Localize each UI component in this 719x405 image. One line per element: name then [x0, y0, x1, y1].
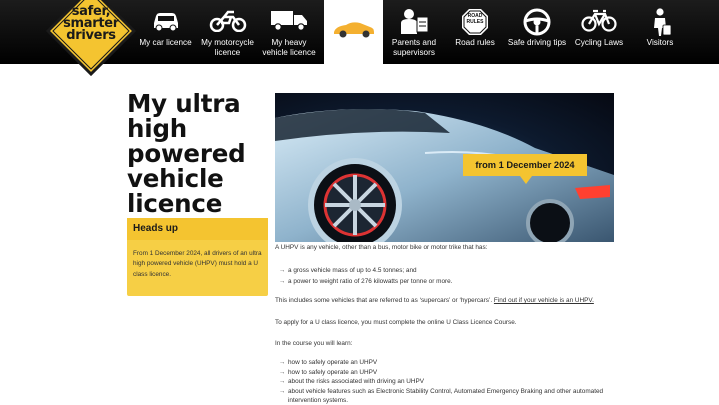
nav-my-motorcycle-licence[interactable] — [199, 0, 256, 64]
top-navigation — [0, 0, 719, 64]
nav-my-heavy-vehicle-licence[interactable] — [259, 0, 319, 64]
page-title: My ultra high powered vehicle licence — [127, 89, 246, 218]
apply-paragraph: To apply for a U class licence, you must complete the online U Class Licence Course. — [275, 319, 517, 326]
nav-cycling-laws[interactable] — [572, 0, 626, 64]
uhpv-definition: A UHPV is any vehicle, other than a bus, motor bike or motor trike that has: — [275, 244, 488, 251]
visitor-icon — [647, 8, 673, 36]
steering-wheel-icon — [523, 8, 551, 36]
callout-heading: Heads up — [127, 218, 268, 240]
supercars-text: This includes some vehicles that are referred to as ‘supercars’ or ‘hypercars’. — [275, 297, 493, 304]
heads-up-callout — [127, 218, 268, 296]
criteria-item: → a gross vehicle mass of up to 4.5 tonnes; and — [279, 267, 417, 274]
truck-icon — [269, 8, 309, 32]
uhpv-check-link[interactable]: Find out if your vehicle is an UHPV. — [493, 297, 594, 304]
learn-item: → about vehicle features such as Electronic Stability Control, Automated Emergency Braking and other automated intervention systems. — [279, 388, 604, 404]
nav-label: Parents and supervisors — [391, 38, 437, 57]
road-rules-badge-text: ROAD RULES — [466, 13, 484, 25]
nav-visitors[interactable] — [632, 0, 688, 64]
callout-body: From 1 December 2024, all drivers of an ultra high powered vehicle (UHPV) must hold a U class licence. — [133, 250, 262, 278]
arrow-right-icon: → — [279, 267, 286, 274]
learn-item: → how to safely operate an UHPV — [279, 369, 378, 376]
supercars-paragraph — [275, 296, 594, 305]
sports-car-icon — [332, 18, 376, 40]
nav-label: Visitors — [646, 38, 674, 47]
motorcycle-icon — [209, 8, 247, 32]
learn-item: → how to safely operate an UHPV — [279, 359, 378, 366]
arrow-right-icon: → — [279, 388, 286, 395]
site-logo[interactable] — [46, 0, 136, 76]
car-icon — [151, 8, 181, 32]
nav-label: My heavy vehicle licence — [262, 38, 316, 57]
nav-label: My car licence — [139, 38, 192, 47]
nav-safe-driving-tips[interactable] — [505, 0, 569, 64]
nav-ultra-high-powered-vehicle[interactable] — [324, 0, 383, 64]
learn-item: → about the risks associated with driving an UHPV — [279, 378, 425, 385]
date-badge-pointer — [520, 176, 532, 184]
nav-label: Safe driving tips — [507, 38, 567, 47]
arrow-right-icon: → — [279, 378, 286, 385]
date-badge: from 1 December 2024 — [463, 154, 587, 176]
nav-label: Cycling Laws — [574, 38, 624, 47]
arrow-right-icon: → — [279, 359, 286, 366]
nav-parents-and-supervisors[interactable] — [385, 0, 443, 64]
logo-text: safer, smarter drivers — [63, 4, 119, 43]
criteria-item: → a power to weight ratio of 276 kilowatts per tonne or more. — [279, 278, 453, 285]
nav-my-car-licence[interactable] — [137, 0, 194, 64]
arrow-right-icon: → — [279, 278, 286, 285]
nav-label: My motorcycle licence — [201, 38, 254, 57]
arrow-right-icon: → — [279, 369, 286, 376]
bicycle-icon — [581, 8, 617, 32]
nav-road-rules[interactable] — [448, 0, 502, 64]
parent-icon — [398, 8, 430, 34]
learn-intro: In the course you will learn: — [275, 340, 353, 347]
nav-label: Road rules — [455, 38, 495, 47]
